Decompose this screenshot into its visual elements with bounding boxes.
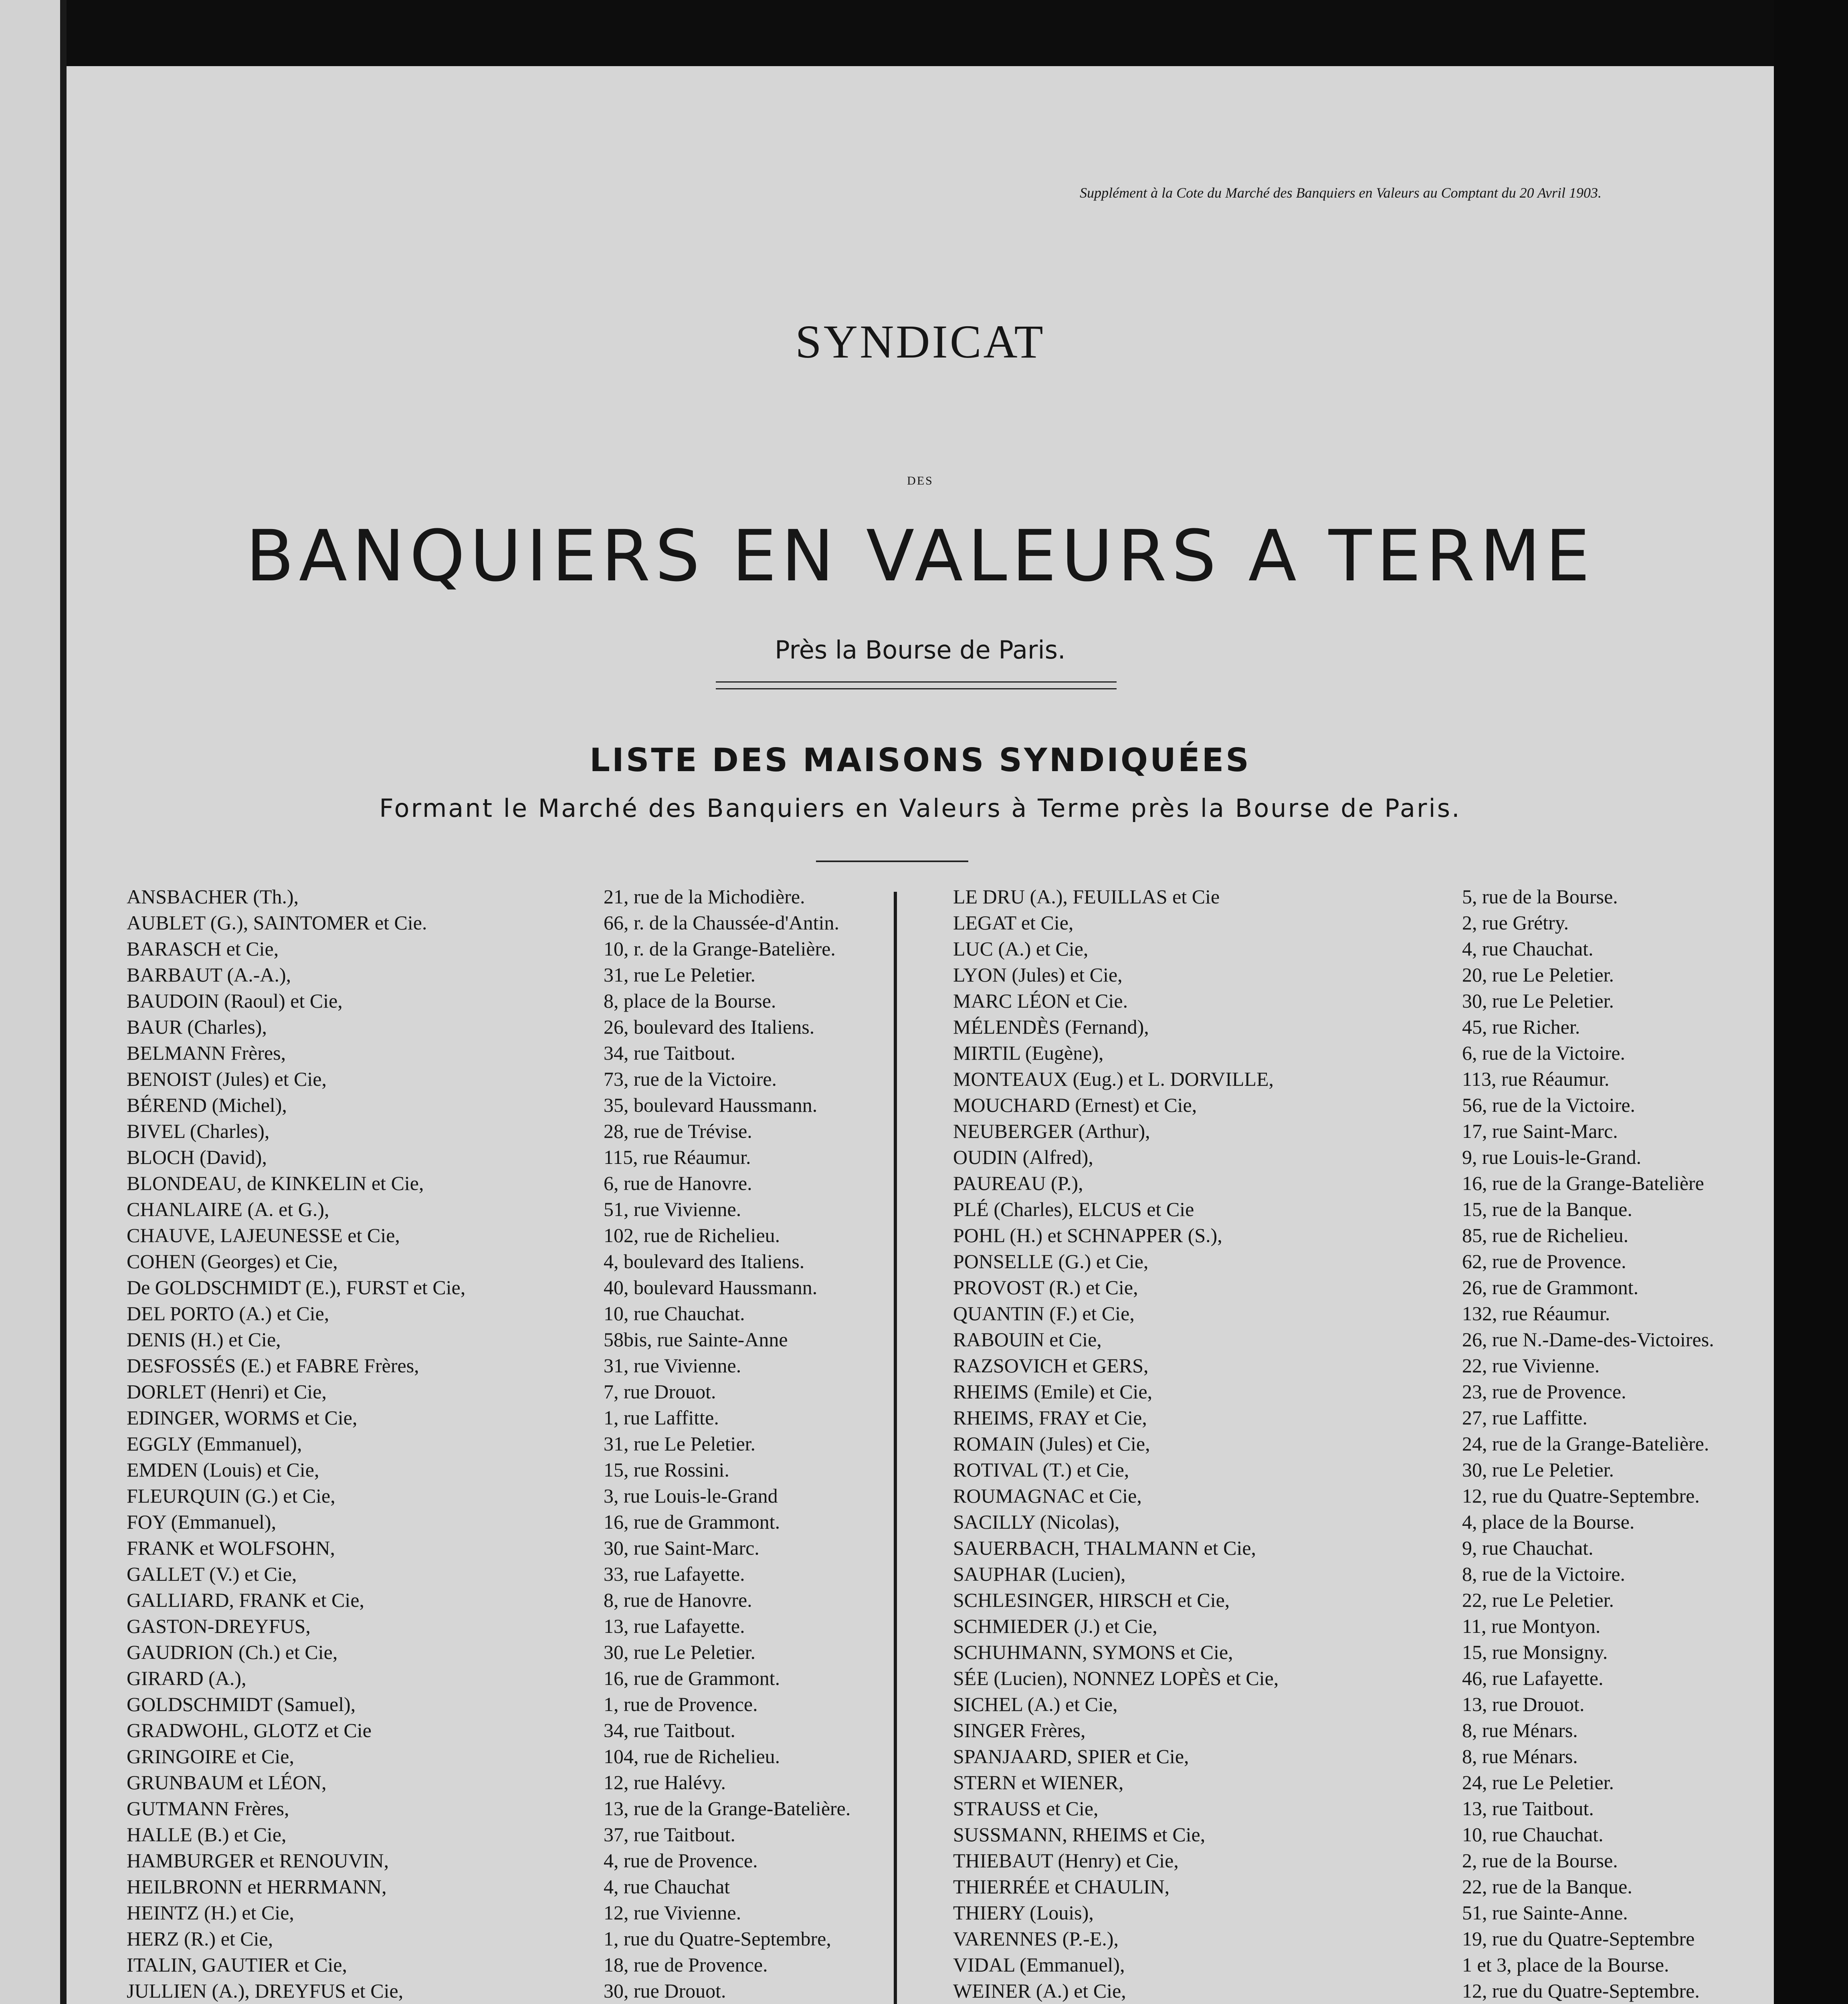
- member-name: RHEIMS (Emile) et Cie,: [953, 1380, 1153, 1403]
- member-address: 10, r. de la Grange-Batelière.: [604, 937, 836, 960]
- member-address: 9, rue Louis-le-Grand.: [1462, 1146, 1642, 1168]
- member-name: MIRTIL (Eugène),: [953, 1042, 1104, 1064]
- member-name: AUBLET (G.), SAINTOMER et Cie.: [127, 911, 427, 934]
- member-name: FRANK et WOLFSOHN,: [127, 1537, 335, 1559]
- member-address: 26, rue N.-Dame-des-Victoires.: [1462, 1328, 1714, 1351]
- ornamental-rule: [716, 681, 1117, 689]
- member-address: 113, rue Réaumur.: [1462, 1068, 1610, 1090]
- member-name: VARENNES (P.-E.),: [953, 1927, 1119, 1950]
- binding-shadow: [60, 0, 67, 2004]
- member-name: CHAUVE, LAJEUNESSE et Cie,: [127, 1224, 400, 1246]
- member-name: BIVEL (Charles),: [127, 1120, 270, 1142]
- member-name: STRAUSS et Cie,: [953, 1797, 1099, 1820]
- member-address: 2, rue de la Bourse.: [1462, 1849, 1618, 1872]
- member-name: THIERRÉE et CHAULIN,: [953, 1875, 1170, 1898]
- member-name: ANSBACHER (Th.),: [127, 885, 299, 908]
- member-name: COHEN (Georges) et Cie,: [127, 1250, 338, 1273]
- member-address: 30, rue Le Peletier.: [1462, 1459, 1614, 1481]
- member-name: BLOCH (David),: [127, 1146, 267, 1168]
- member-name: GIRARD (A.),: [127, 1667, 246, 1689]
- member-name: BÉREND (Michel),: [127, 1094, 287, 1116]
- member-name: STERN et WIENER,: [953, 1771, 1124, 1794]
- member-name: EMDEN (Louis) et Cie,: [127, 1459, 319, 1481]
- member-address: 58bis, rue Sainte-Anne: [604, 1328, 788, 1351]
- member-name: SPANJAARD, SPIER et Cie,: [953, 1745, 1189, 1768]
- member-name: THIERY (Louis),: [953, 1901, 1094, 1924]
- member-name: BENOIST (Jules) et Cie,: [127, 1068, 327, 1090]
- column-divider: [894, 892, 897, 2004]
- member-name: RABOUIN et Cie,: [953, 1328, 1102, 1351]
- member-address: 22, rue Le Peletier.: [1462, 1589, 1614, 1611]
- member-address: 30, rue Le Peletier.: [1462, 990, 1614, 1012]
- member-address: 30, rue Le Peletier.: [604, 1641, 756, 1663]
- member-address: 12, rue Vivienne.: [604, 1901, 741, 1924]
- member-address: 56, rue de la Victoire.: [1462, 1094, 1636, 1116]
- member-address: 21, rue de la Michodière.: [604, 885, 805, 908]
- member-address: 6, rue de la Victoire.: [1462, 1042, 1626, 1064]
- member-name: QUANTIN (F.) et Cie,: [953, 1302, 1135, 1325]
- member-name: SICHEL (A.) et Cie,: [953, 1693, 1118, 1715]
- member-name: DESFOSSÉS (E.) et FABRE Frères,: [127, 1354, 419, 1377]
- member-address: 8, rue de la Victoire.: [1462, 1563, 1626, 1585]
- member-address: 17, rue Saint-Marc.: [1462, 1120, 1618, 1142]
- member-address: 31, rue Le Peletier.: [604, 964, 756, 986]
- list-subheading: Formant le Marché des Banquiers en Valeurs à Terme près la Bourse de Paris.: [379, 794, 1461, 823]
- document-page: [67, 66, 1774, 2004]
- member-address: 104, rue de Richelieu.: [604, 1745, 780, 1768]
- member-address: 1 et 3, place de la Bourse.: [1462, 1953, 1669, 1976]
- scan-background: [1774, 0, 1848, 2004]
- page-title: BANQUIERS EN VALEURS A TERME: [246, 515, 1595, 597]
- member-address: 37, rue Taitbout.: [604, 1823, 735, 1846]
- member-name: NEUBERGER (Arthur),: [953, 1120, 1150, 1142]
- member-address: 31, rue Le Peletier.: [604, 1432, 756, 1455]
- member-address: 4, rue Chauchat: [604, 1875, 730, 1898]
- member-name: FLEURQUIN (G.) et Cie,: [127, 1485, 335, 1507]
- member-name: BAUR (Charles),: [127, 1016, 267, 1038]
- member-address: 10, rue Chauchat.: [1462, 1823, 1604, 1846]
- member-name: SACILLY (Nicolas),: [953, 1511, 1120, 1533]
- member-name: EDINGER, WORMS et Cie,: [127, 1406, 357, 1429]
- member-name: DORLET (Henri) et Cie,: [127, 1380, 327, 1403]
- member-name: POHL (H.) et SCHNAPPER (S.),: [953, 1224, 1222, 1246]
- member-name: GASTON-DREYFUS,: [127, 1615, 311, 1637]
- member-name: PLÉ (Charles), ELCUS et Cie: [953, 1198, 1194, 1220]
- member-address: 4, boulevard des Italiens.: [604, 1250, 805, 1273]
- member-name: SAUERBACH, THALMANN et Cie,: [953, 1537, 1256, 1559]
- member-name: THIEBAUT (Henry) et Cie,: [953, 1849, 1179, 1872]
- member-address: 1, rue de Provence.: [604, 1693, 758, 1715]
- member-address: 33, rue Lafayette.: [604, 1563, 745, 1585]
- previous-page-edge: [0, 0, 60, 2004]
- member-address: 15, rue Monsigny.: [1462, 1641, 1608, 1663]
- member-name: HERZ (R.) et Cie,: [127, 1927, 273, 1950]
- member-name: MÉLENDÈS (Fernand),: [953, 1016, 1149, 1038]
- member-name: GRADWOHL, GLOTZ et Cie: [127, 1719, 372, 1741]
- member-name: SAUPHAR (Lucien),: [953, 1563, 1126, 1585]
- member-name: SUSSMANN, RHEIMS et Cie,: [953, 1823, 1206, 1846]
- member-name: GOLDSCHMIDT (Samuel),: [127, 1693, 356, 1715]
- member-address: 85, rue de Richelieu.: [1462, 1224, 1629, 1246]
- member-name: RAZSOVICH et GERS,: [953, 1354, 1149, 1377]
- member-name: BAUDOIN (Raoul) et Cie,: [127, 990, 343, 1012]
- member-address: 8, rue Ménars.: [1462, 1719, 1578, 1741]
- member-name: BARASCH et Cie,: [127, 937, 279, 960]
- list-heading: LISTE DES MAISONS SYNDIQUÉES: [590, 741, 1251, 779]
- member-address: 7, rue Drouot.: [604, 1380, 716, 1403]
- member-address: 31, rue Vivienne.: [604, 1354, 741, 1377]
- member-name: MONTEAUX (Eug.) et L. DORVILLE,: [953, 1068, 1274, 1090]
- member-name: SCHMIEDER (J.) et Cie,: [953, 1615, 1157, 1637]
- member-name: GRUNBAUM et LÉON,: [127, 1771, 327, 1794]
- member-address: 13, rue de la Grange-Batelière.: [604, 1797, 851, 1820]
- member-name: SINGER Frères,: [953, 1719, 1086, 1741]
- member-address: 34, rue Taitbout.: [604, 1719, 735, 1741]
- member-name: LYON (Jules) et Cie,: [953, 964, 1123, 986]
- member-name: PONSELLE (G.) et Cie,: [953, 1250, 1149, 1273]
- member-name: GALLIARD, FRANK et Cie,: [127, 1589, 365, 1611]
- member-name: SCHLESINGER, HIRSCH et Cie,: [953, 1589, 1230, 1611]
- member-name: ROMAIN (Jules) et Cie,: [953, 1432, 1150, 1455]
- member-address: 30, rue Drouot.: [604, 1980, 726, 2002]
- member-address: 1, rue du Quatre-Septembre,: [604, 1927, 831, 1950]
- member-address: 11, rue Montyon.: [1462, 1615, 1601, 1637]
- member-name: HALLE (B.) et Cie,: [127, 1823, 287, 1846]
- member-name: FOY (Emmanuel),: [127, 1511, 277, 1533]
- member-address: 13, rue Lafayette.: [604, 1615, 745, 1637]
- member-address: 1, rue Laffitte.: [604, 1406, 719, 1429]
- member-name: HEILBRONN et HERRMANN,: [127, 1875, 387, 1898]
- member-address: 102, rue de Richelieu.: [604, 1224, 780, 1246]
- member-name: OUDIN (Alfred),: [953, 1146, 1093, 1168]
- member-name: HAMBURGER et RENOUVIN,: [127, 1849, 389, 1872]
- member-address: 16, rue de la Grange-Batelière: [1462, 1172, 1704, 1194]
- member-name: ITALIN, GAUTIER et Cie,: [127, 1953, 347, 1976]
- member-name: WEINER (A.) et Cie,: [953, 1980, 1126, 2002]
- member-address: 12, rue du Quatre-Septembre.: [1462, 1980, 1700, 2002]
- member-address: 45, rue Richer.: [1462, 1016, 1580, 1038]
- member-address: 24, rue Le Peletier.: [1462, 1771, 1614, 1794]
- member-address: 4, rue de Provence.: [604, 1849, 758, 1872]
- member-name: VIDAL (Emmanuel),: [953, 1953, 1125, 1976]
- member-address: 15, rue de la Banque.: [1462, 1198, 1632, 1220]
- member-address: 5, rue de la Bourse.: [1462, 885, 1618, 908]
- des-heading: DES: [907, 474, 933, 487]
- member-name: ROUMAGNAC et Cie,: [953, 1485, 1142, 1507]
- supplement-note: Supplément à la Cote du Marché des Banquiers en Valeurs au Comptant du 20 Avril 1903.: [1080, 185, 1602, 201]
- member-name: De GOLDSCHMIDT (E.), FURST et Cie,: [127, 1276, 466, 1299]
- member-address: 4, rue Chauchat.: [1462, 937, 1594, 960]
- member-name: EGGLY (Emmanuel),: [127, 1432, 302, 1455]
- member-address: 3, rue Louis-le-Grand: [604, 1485, 778, 1507]
- member-address: 15, rue Rossini.: [604, 1459, 729, 1481]
- member-address: 13, rue Drouot.: [1462, 1693, 1585, 1715]
- member-address: 19, rue du Quatre-Septembre: [1462, 1927, 1695, 1950]
- member-name: BLONDEAU, de KINKELIN et Cie,: [127, 1172, 424, 1194]
- member-address: 115, rue Réaumur.: [604, 1146, 751, 1168]
- member-address: 9, rue Chauchat.: [1462, 1537, 1594, 1559]
- member-address: 10, rue Chauchat.: [604, 1302, 745, 1325]
- member-address: 20, rue Le Peletier.: [1462, 964, 1614, 986]
- member-address: 22, rue de la Banque.: [1462, 1875, 1632, 1898]
- page-subtitle: Près la Bourse de Paris.: [775, 635, 1066, 665]
- member-name: GUTMANN Frères,: [127, 1797, 289, 1820]
- member-address: 18, rue de Provence.: [604, 1953, 768, 1976]
- member-address: 8, rue Ménars.: [1462, 1745, 1578, 1768]
- member-address: 27, rue Laffitte.: [1462, 1406, 1587, 1429]
- member-address: 28, rue de Trévise.: [604, 1120, 752, 1142]
- member-name: MOUCHARD (Ernest) et Cie,: [953, 1094, 1197, 1116]
- member-address: 8, rue de Hanovre.: [604, 1589, 752, 1611]
- member-address: 51, rue Vivienne.: [604, 1198, 741, 1220]
- member-address: 26, boulevard des Italiens.: [604, 1016, 815, 1038]
- member-address: 46, rue Lafayette.: [1462, 1667, 1604, 1689]
- member-address: 24, rue de la Grange-Batelière.: [1462, 1432, 1709, 1455]
- member-name: DENIS (H.) et Cie,: [127, 1328, 281, 1351]
- member-name: MARC LÉON et Cie.: [953, 990, 1128, 1012]
- member-name: GALLET (V.) et Cie,: [127, 1563, 297, 1585]
- member-name: CHANLAIRE (A. et G.),: [127, 1198, 329, 1220]
- member-name: BARBAUT (A.-A.),: [127, 964, 291, 986]
- member-name: ROTIVAL (T.) et Cie,: [953, 1459, 1129, 1481]
- member-name: PROVOST (R.) et Cie,: [953, 1276, 1138, 1299]
- member-name: GRINGOIRE et Cie,: [127, 1745, 294, 1768]
- member-address: 23, rue de Provence.: [1462, 1380, 1626, 1403]
- member-address: 2, rue Grétry.: [1462, 911, 1569, 934]
- member-address: 34, rue Taitbout.: [604, 1042, 735, 1064]
- member-name: GAUDRION (Ch.) et Cie,: [127, 1641, 338, 1663]
- member-address: 26, rue de Grammont.: [1462, 1276, 1639, 1299]
- member-name: LEGAT et Cie,: [953, 911, 1074, 934]
- member-address: 8, place de la Bourse.: [604, 990, 776, 1012]
- member-address: 4, place de la Bourse.: [1462, 1511, 1635, 1533]
- member-address: 16, rue de Grammont.: [604, 1511, 780, 1533]
- member-address: 12, rue Halévy.: [604, 1771, 726, 1794]
- member-address: 16, rue de Grammont.: [604, 1667, 780, 1689]
- member-name: SÉE (Lucien), NONNEZ LOPÈS et Cie,: [953, 1667, 1279, 1689]
- member-name: SCHUHMANN, SYMONS et Cie,: [953, 1641, 1233, 1663]
- member-name: LE DRU (A.), FEUILLAS et Cie: [953, 885, 1220, 908]
- member-name: JULLIEN (A.), DREYFUS et Cie,: [127, 1980, 404, 2002]
- member-address: 30, rue Saint-Marc.: [604, 1537, 759, 1559]
- member-address: 12, rue du Quatre-Septembre.: [1462, 1485, 1700, 1507]
- member-address: 35, boulevard Haussmann.: [604, 1094, 818, 1116]
- syndicat-heading: SYNDICAT: [795, 315, 1045, 368]
- member-address: 51, rue Sainte-Anne.: [1462, 1901, 1628, 1924]
- member-name: RHEIMS, FRAY et Cie,: [953, 1406, 1147, 1429]
- member-name: BELMANN Frères,: [127, 1042, 286, 1064]
- member-name: DEL PORTO (A.) et Cie,: [127, 1302, 329, 1325]
- member-address: 62, rue de Provence.: [1462, 1250, 1626, 1273]
- member-address: 66, r. de la Chaussée-d'Antin.: [604, 911, 840, 934]
- member-address: 40, boulevard Haussmann.: [604, 1276, 818, 1299]
- member-address: 6, rue de Hanovre.: [604, 1172, 752, 1194]
- member-name: PAUREAU (P.),: [953, 1172, 1083, 1194]
- short-rule: [816, 861, 968, 862]
- member-name: HEINTZ (H.) et Cie,: [127, 1901, 294, 1924]
- member-address: 22, rue Vivienne.: [1462, 1354, 1600, 1377]
- member-address: 132, rue Réaumur.: [1462, 1302, 1610, 1325]
- member-address: 13, rue Taitbout.: [1462, 1797, 1594, 1820]
- member-name: LUC (A.) et Cie,: [953, 937, 1089, 960]
- member-address: 73, rue de la Victoire.: [604, 1068, 777, 1090]
